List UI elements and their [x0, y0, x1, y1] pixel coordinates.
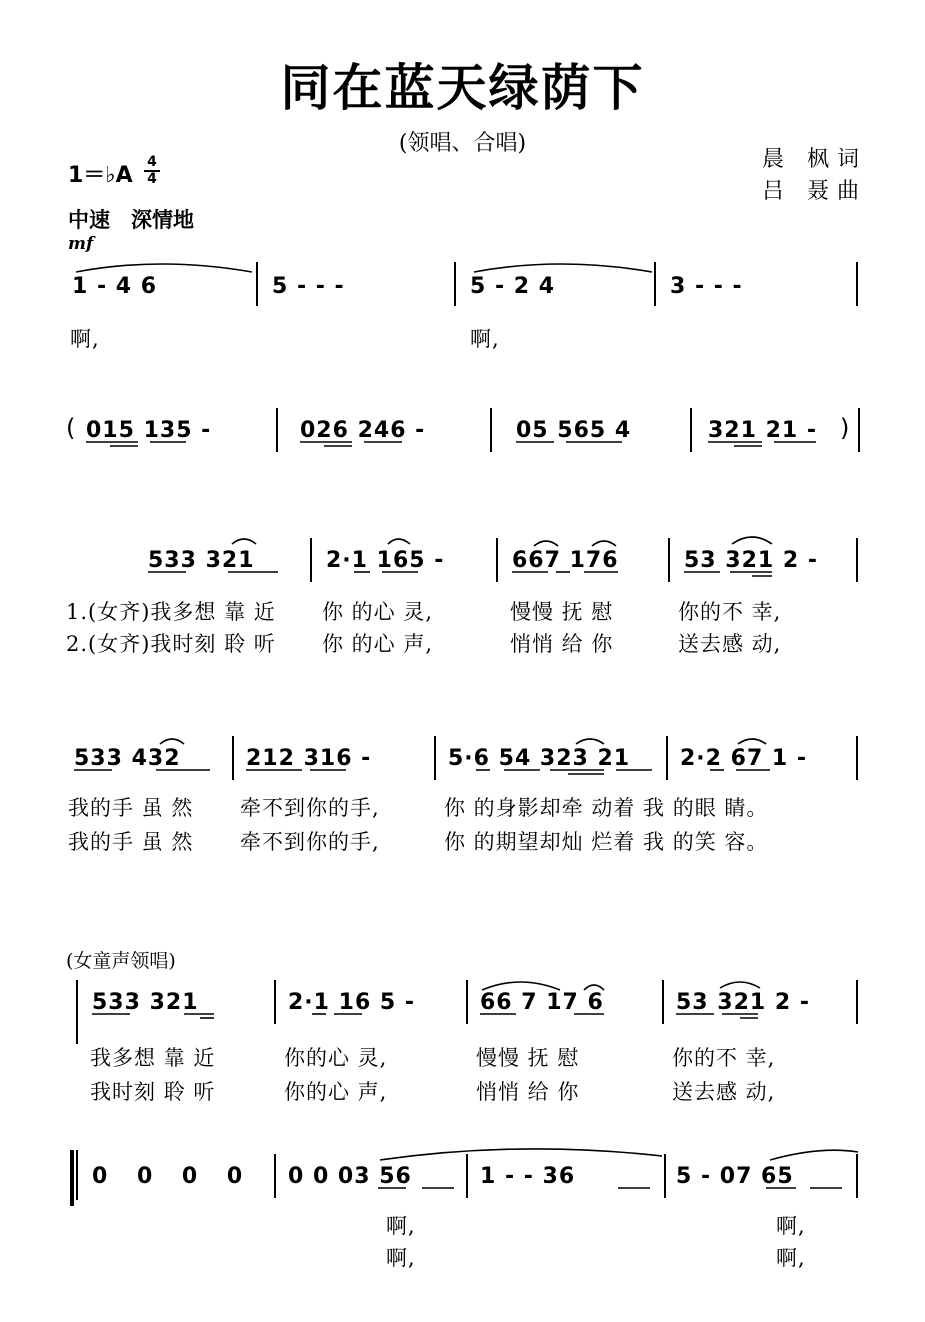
measure: 05 565 4: [516, 418, 632, 443]
composer-credit: 吕 聂曲: [762, 179, 867, 204]
slur: [720, 982, 760, 988]
barline: [856, 538, 858, 582]
barline: [496, 538, 498, 582]
barline: [466, 1154, 468, 1198]
measure: 53 321 2 -: [676, 990, 810, 1015]
lyric-syllable: 你的心 灵,: [284, 1046, 388, 1070]
slur: [474, 264, 652, 272]
song-subtitle: (领唱、合唱): [398, 131, 527, 156]
system-brace-line: [76, 1150, 78, 1200]
barline: [490, 408, 492, 452]
lyric-syllable: 啊,: [386, 1246, 416, 1270]
slur: [534, 541, 558, 546]
lyric-syllable: 你的心 声,: [284, 1080, 388, 1104]
lyric-syllable: 牵不到你的手,: [240, 830, 380, 854]
lyric-syllable: 牵不到你的手,: [240, 796, 380, 820]
measure: 212 316 -: [246, 746, 372, 771]
lyric-syllable: 我的手 虽 然: [68, 830, 194, 854]
lyric-syllable: 你 的身影却牵 动着 我 的眼 睛。: [444, 796, 769, 820]
lyric-syllable: 啊,: [776, 1246, 806, 1270]
measure: 53 321 2 -: [684, 548, 818, 573]
lyric-syllable: 我时刻 聆 听: [90, 1080, 216, 1104]
measure: 5 - 07 65: [676, 1164, 794, 1189]
slur: [388, 539, 410, 544]
lyric-syllable: 1.(女齐)我多想 靠 近: [66, 600, 276, 624]
barline: [690, 408, 692, 452]
measure: 5 - - -: [272, 274, 345, 299]
slur: [576, 739, 604, 744]
lyric-syllable: 送去感 动,: [672, 1080, 776, 1104]
lyric-syllable: 我多想 靠 近: [90, 1046, 216, 1070]
measure: 2·2 67 1 -: [680, 746, 808, 771]
time-signature-bottom: 4: [147, 171, 157, 187]
section-label: (女童声领唱): [66, 950, 176, 972]
barline: [256, 262, 258, 306]
barline: [654, 262, 656, 306]
lyric-syllable: 你 的心 灵,: [322, 600, 434, 624]
lyric-syllable: 你的不 幸,: [678, 600, 782, 624]
measure: 66 7 17 6: [480, 990, 604, 1015]
lyric-syllable: 你 的心 声,: [322, 632, 434, 656]
measure: 0 0 03 56: [288, 1164, 412, 1189]
measure: 5·6 54 323 21: [448, 746, 631, 771]
lyric-syllable: 啊,: [386, 1214, 416, 1238]
lyric-syllable: 慢慢 抚 慰: [510, 600, 614, 624]
lyric-syllable: 悄悄 给 你: [510, 632, 614, 656]
system-bracket: [76, 980, 78, 1044]
close-parenthesis: ): [840, 414, 850, 442]
measure: 533 321: [148, 548, 255, 573]
lyric-syllable: 送去感 动,: [678, 632, 782, 656]
lyric-syllable: 啊,: [70, 327, 100, 351]
slur: [738, 739, 766, 744]
barline: [454, 262, 456, 306]
barline: [666, 736, 668, 780]
measure: 1 - 4 6: [72, 274, 158, 299]
measure: 2·1 165 -: [326, 548, 445, 573]
lyric-syllable: 2.(女齐)我时刻 聆 听: [66, 632, 276, 656]
measure: 2·1 16 5 -: [288, 990, 416, 1015]
time-signature-top: 4: [147, 154, 157, 170]
slur: [482, 982, 560, 990]
barline: [856, 980, 858, 1024]
barline: [310, 538, 312, 582]
lyric-syllable: 啊,: [776, 1214, 806, 1238]
lyric-syllable: 悄悄 给 你: [476, 1080, 580, 1104]
slur: [732, 537, 772, 544]
measure: 3 - - -: [670, 274, 743, 299]
song-title: 同在蓝天绿荫下: [280, 58, 645, 117]
slur: [232, 539, 256, 544]
tempo-marking: 中速 深情地: [68, 208, 194, 232]
barline: [858, 408, 860, 452]
measure: 5 - 2 4: [470, 274, 556, 299]
barline: [664, 1154, 666, 1198]
system-bracket: [70, 1150, 74, 1206]
barline: [668, 538, 670, 582]
measure: 533 432: [74, 746, 181, 771]
barline: [466, 980, 468, 1024]
barline: [856, 1154, 858, 1198]
measure: 667 176: [512, 548, 619, 573]
open-parenthesis: (: [66, 414, 76, 442]
slur: [76, 264, 252, 272]
barline: [276, 408, 278, 452]
slur: [770, 1150, 858, 1160]
lyric-syllable: 你 的期望却灿 烂着 我 的笑 容。: [444, 830, 769, 854]
lyric-syllable: 你的不 幸,: [672, 1046, 776, 1070]
barline: [856, 736, 858, 780]
measure: 026 246 -: [300, 418, 426, 443]
slur: [160, 739, 184, 744]
time-signature: [144, 156, 160, 186]
slur: [592, 541, 616, 546]
barline: [856, 262, 858, 306]
barline: [434, 736, 436, 780]
barline: [274, 980, 276, 1024]
measure: 1 - - 36: [480, 1164, 576, 1189]
lyric-syllable: 啊,: [470, 327, 500, 351]
measure: 533 321: [92, 990, 199, 1015]
lyric-syllable: 慢慢 抚 慰: [476, 1046, 580, 1070]
measure: 321 21 -: [708, 418, 817, 443]
measure: 015 135 -: [86, 418, 212, 443]
lyric-syllable: 我的手 虽 然: [68, 796, 194, 820]
measure: 0 0 0 0: [92, 1164, 244, 1189]
barline: [232, 736, 234, 780]
key-signature: 1＝♭A: [68, 163, 133, 188]
slur: [380, 1149, 662, 1160]
barline: [274, 1154, 276, 1198]
barline: [662, 980, 664, 1024]
dynamic-marking: mf: [68, 234, 94, 254]
lyricist-credit: 晨 枫词: [762, 147, 867, 172]
